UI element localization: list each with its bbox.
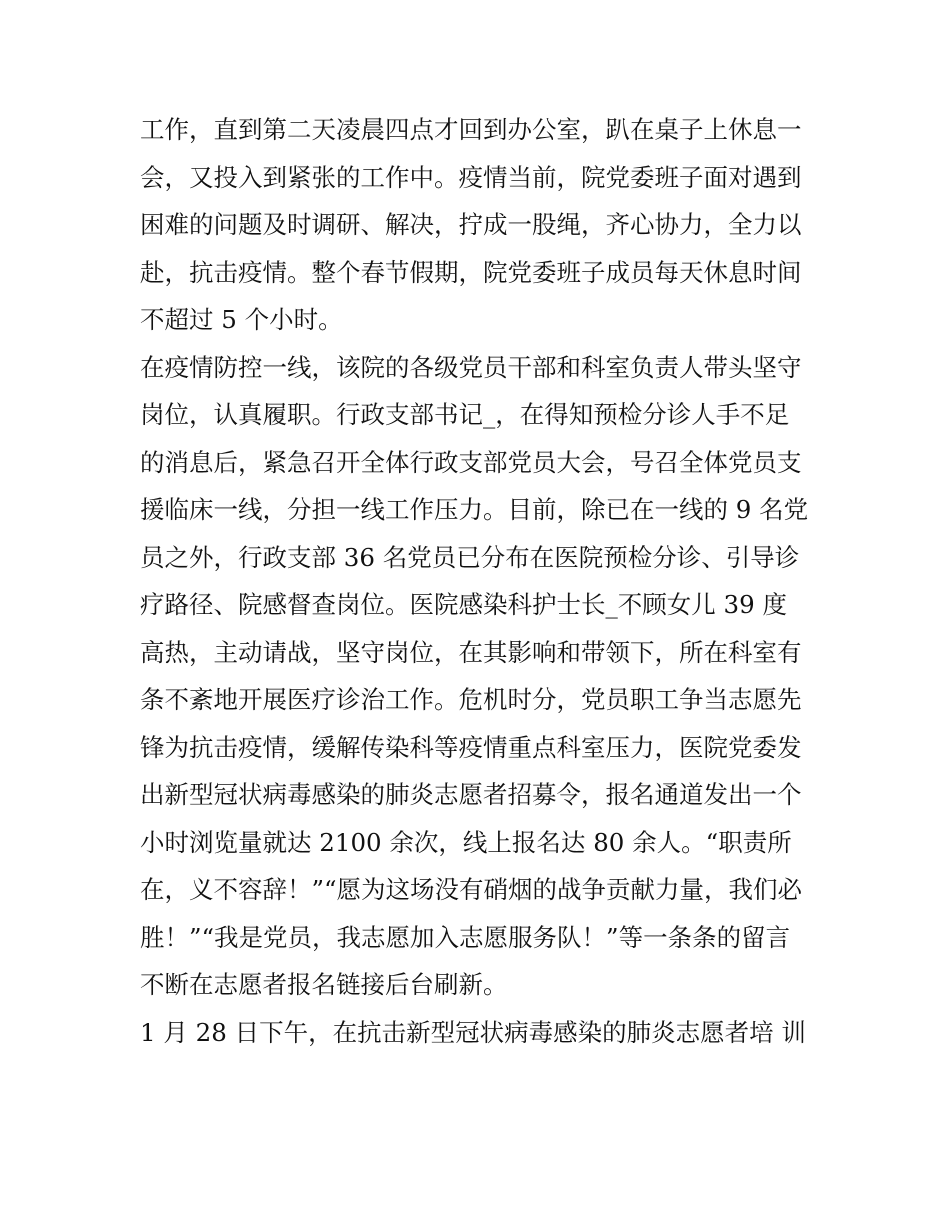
text-line: 援临床一线，分担一线工作压力。目前，除已在一线的 9 名党 — [140, 495, 809, 524]
text-line: 不断在志愿者报名链接后台刷新。 — [140, 970, 508, 999]
text-line: 困难的问题及时调研、解决，拧成一股绳，齐心协力，全力以 — [140, 210, 802, 239]
text-line: 小时浏览量就达 2100 余次，线上报名达 80 余人。“职责所 — [140, 827, 792, 857]
text-line: 出新型冠状病毒感染的肺炎志愿者招募令，报名通道发出一个 — [140, 780, 802, 809]
text-line: 工作，直到第二天凌晨四点才回到办公室，趴在桌子上休息一 — [140, 115, 802, 144]
text-line: 在疫情防控一线，该院的各级党员干部和科室负责人带头坚守 — [140, 352, 802, 382]
text-line: 高热，主动请战，坚守岗位，在其影响和带领下，所在科室有 — [140, 637, 802, 667]
text-line: 赴，抗击疫情。整个春节假期，院党委班子成员每天休息时间 — [140, 257, 802, 287]
text-line: 锋为抗击疫情，缓解传染科等疫情重点科室压力，医院党委发 — [140, 732, 802, 762]
text-line: 员之外，行政支部 36 名党员已分布在医院预检分诊、引导诊 — [140, 542, 800, 572]
text-line: 岗位，认真履职。行政支部书记_，在得知预检分诊人手不足 — [140, 400, 790, 429]
text-line: 条不紊地开展医疗诊治工作。危机时分，党员职工争当志愿先 — [140, 685, 802, 714]
document-body — [140, 106, 820, 1056]
text-line: 的消息后，紧急召开全体行政支部党员大会，号召全体党员支 — [140, 447, 802, 477]
text-line: 会，又投入到紧张的工作中。疫情当前，院党委班子面对遇到 — [140, 162, 802, 192]
text-line: 1 月 28 日下午，在抗击新型冠状病毒感染的肺炎志愿者培 训 — [140, 1017, 806, 1047]
text-line: 不超过 5 个小时。 — [140, 305, 343, 334]
text-line: 在，义不容辞！”“愿为这场没有硝烟的战争贡献力量，我们必 — [140, 875, 803, 904]
text-line: 胜！”“我是党员，我志愿加入志愿服务队！”等一条条的留言 — [140, 922, 791, 952]
text-line: 疗路径、院感督查岗位。医院感染科护士长_不顾女儿 39 度 — [140, 590, 787, 619]
